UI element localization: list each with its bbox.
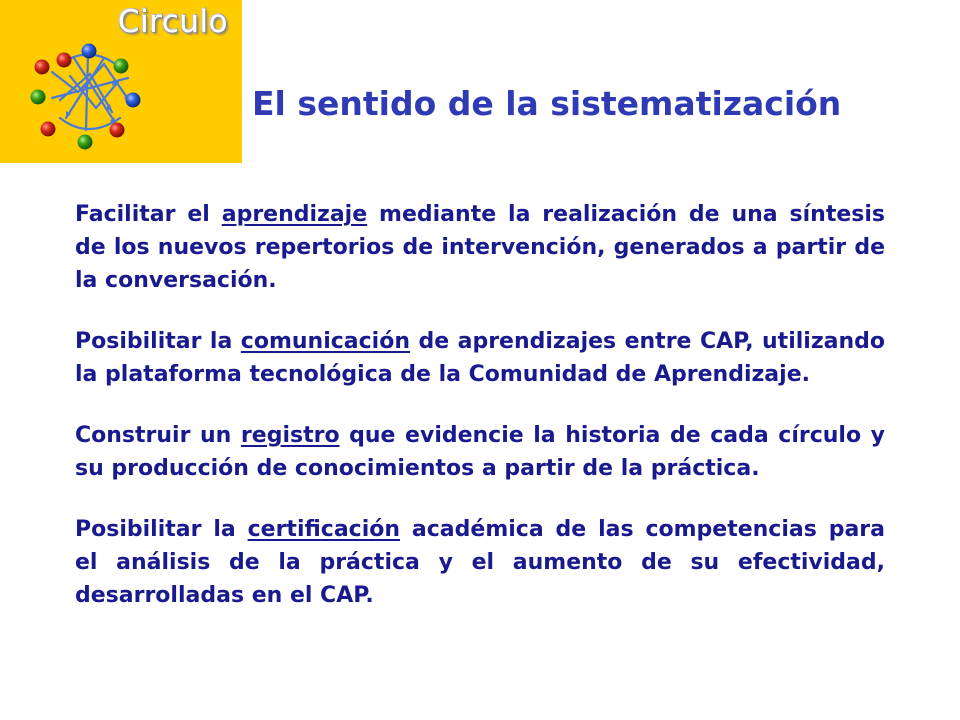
underlined-keyword: certificación: [247, 517, 401, 542]
logo: [0, 0, 242, 163]
underlined-keyword: aprendizaje: [221, 202, 368, 227]
paragraph-text: Posibilitar la: [75, 329, 241, 354]
underlined-keyword: registro: [240, 423, 340, 448]
page-title: El sentido de la sistematización: [252, 84, 842, 123]
paragraph-aprendizaje: [75, 198, 885, 297]
underlined-keyword: comunicación: [240, 329, 410, 354]
paragraph-text: que evidencie la historia de cada círculo y su producción de conocimientos a partir de la práctica.: [75, 423, 885, 481]
paragraph-certificacion: [75, 513, 885, 612]
body-text: [75, 198, 885, 640]
logo-wordmark: Circulo: [118, 4, 229, 40]
paragraph-text: Facilitar el: [75, 202, 222, 227]
paragraph-text: de aprendizajes entre CAP, utilizando la plataforma tecnológica de la Comunidad de Aprendizaje.: [75, 329, 885, 387]
paragraph-registro: [75, 419, 885, 485]
paragraph-text: Posibilitar la: [75, 517, 248, 542]
paragraph-text: académica de las competencias para el análisis de la práctica y el aumento de su efectividad, desarrolladas en el CAP.: [75, 517, 885, 608]
paragraph-text: mediante la realización de una síntesis de los nuevos repertorios de intervención, generados a partir de la conversación.: [75, 202, 885, 293]
paragraph-comunicacion: [75, 325, 885, 391]
paragraph-text: Construir un: [75, 423, 241, 448]
